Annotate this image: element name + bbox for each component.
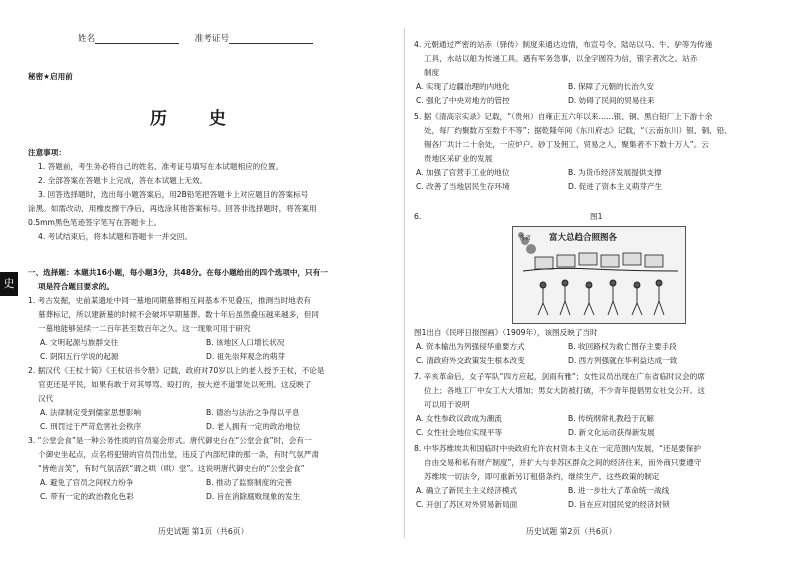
option-b[interactable]: B. 传统纲常礼教趋于瓦解 xyxy=(568,414,654,423)
subject-side-tab: 史 xyxy=(0,272,18,296)
question-4-line: 工具，水站以船为传递工具。遇有军务急事，以金字圆符为信，银字者次之。站赤 xyxy=(424,54,698,63)
notes-heading: 注意事项： xyxy=(28,148,66,157)
option-a[interactable]: A. 文明起源与族群交往 xyxy=(40,338,119,347)
option-c[interactable]: C. 带有一定的政治教化色彩 xyxy=(40,492,134,501)
option-a[interactable]: A. 避免了官员之间权力纷争 xyxy=(40,478,134,487)
question-2: 2. 据汉代《王杖十简》《王杖诏书令册》记载，政府对70岁以上的老人授予王杖，不论是 xyxy=(28,366,325,375)
question-8: 8. 中华苏维埃共和国临时中央政府允许农村资本主义在一定范围内发展，“还是要保护 xyxy=(414,444,701,453)
note-line: 4. 考试结束后，将本试题和答题卡一并交回。 xyxy=(38,232,192,241)
option-c[interactable]: C. 开创了苏区对外贸易新局面 xyxy=(416,500,518,509)
question-5-line: 锡各厂共计二十余处，一应炉户、砂丁及佣工、贸易之人，聚集者不下数十万人”。云 xyxy=(424,140,709,149)
left-page xyxy=(28,0,398,570)
option-c[interactable]: C. 刑罚过于严苛危害社会秩序 xyxy=(40,422,142,431)
option-a[interactable]: A. 确立了新民主主义经济模式 xyxy=(416,486,518,495)
question-7-line: 可以用于说明 xyxy=(424,400,470,409)
option-c[interactable]: C. 女性社会地位实现平等 xyxy=(416,428,503,437)
question-8-line: 苏维埃一切法令，即可重新另订租借条约，继续生产。这些政策的制定 xyxy=(424,472,660,481)
historical-cartoon xyxy=(512,226,686,324)
note-line: 涂黑。如需改动，用橡皮擦干净后，再选涂其他答案标号。回答非选择题时，将答案用 xyxy=(28,204,317,213)
page-footer: 历史试题 第1页（共6页） xyxy=(158,527,249,536)
option-c[interactable]: C. 清政府外交政策发生根本改变 xyxy=(416,356,525,365)
option-b[interactable]: B. 德治与法治之争得以平息 xyxy=(206,408,300,417)
option-b[interactable]: B. 推动了监察制度的完善 xyxy=(206,478,292,487)
option-b[interactable]: B. 该地区人口增长状况 xyxy=(206,338,285,347)
question-1-line: 墓葬标记，所以建新墓的时候不会破坏早期墓葬。数十年后虽然叠压越来越多，但同 xyxy=(38,310,319,319)
option-b[interactable]: B. 保障了元朝的长治久安 xyxy=(568,82,654,91)
option-c[interactable]: C. 强化了中央对地方的管控 xyxy=(416,96,510,105)
note-line: 3. 回答选择题时，选出每小题答案后，用2B铅笔把答题卡上对应题目的答案标号 xyxy=(38,190,309,199)
question-3-line: “皆绝言笑”，有时气氛活跃“谓之哄（哄）堂”。这说明唐代御史台的“公堂会食” xyxy=(38,464,305,473)
question-7: 7. 辛亥革命后，女子军队“四方应起，剑雨有雅”；女性议员出现在广东省临时议会的席 xyxy=(414,372,705,381)
option-a[interactable]: A. 加强了官营手工业的地位 xyxy=(416,168,510,177)
option-b[interactable]: B. 为货币经济发展提供支撑 xyxy=(568,168,662,177)
question-4-line: 制度 xyxy=(424,68,440,77)
option-d[interactable]: D. 旨在消除腐败现象的发生 xyxy=(206,492,301,501)
option-a[interactable]: A. 女性参政议政成为潮流 xyxy=(416,414,502,423)
option-b[interactable]: B. 收回路权为救亡图存主要手段 xyxy=(568,342,677,351)
question-3: 3. “公堂会食”是一种公务性质的官员宴会形式。唐代御史台在“公堂会食”时，会有一 xyxy=(28,436,312,445)
option-d[interactable]: D. 西方列强就在华利益达成一致 xyxy=(568,356,678,365)
option-d[interactable]: D. 老人拥有一定的政治地位 xyxy=(206,422,301,431)
note-line: 2. 全部答案在答题卡上完成，答在本试题上无效。 xyxy=(38,176,208,185)
option-a[interactable]: A. 资本输出为列强侵华重要方式 xyxy=(416,342,525,351)
note-line: 0.5mm黑色笔迹签字笔写在答题卡上。 xyxy=(28,218,162,227)
exam-no-label: 准考证号 xyxy=(194,34,230,44)
question-1-line: 一墓地能够延续一二百年甚至数百年之久。这一现象可用于研究 xyxy=(38,324,251,333)
question-6: 图1出自《民呼日报图画》（1909年），该图反映了当时 xyxy=(414,328,598,337)
option-b[interactable]: B. 进一步壮大了革命统一战线 xyxy=(568,486,670,495)
cartoon-headline: 富大总趋合照图各 xyxy=(549,233,618,243)
option-c[interactable]: C. 阴阳五行学说的起源 xyxy=(40,352,119,361)
question-1: 1. 考古发掘，史前某遗址中同一墓地同期墓葬相互间基本不见叠压，推测当时地表有 xyxy=(28,296,312,305)
exam-title: 历 史 xyxy=(150,109,244,129)
question-6-label: 6. xyxy=(414,212,422,221)
question-2-line: 官吏还是平民，如果有敢于对其辱骂、殴打的，按大逆不道罪处以死刑。这反映了 xyxy=(38,380,312,389)
question-2-line: 汉代 xyxy=(38,394,54,403)
cartoon-side-text: 各省 xyxy=(519,235,532,242)
option-c[interactable]: C. 改善了当地居民生存环境 xyxy=(416,182,510,191)
option-a[interactable]: A. 实现了边疆治理的内地化 xyxy=(416,82,510,91)
option-d[interactable]: D. 新文化运动获得新发展 xyxy=(568,428,655,437)
question-3-line: 个御史坐起点，点名将犯错的官员罚出堂，违反了内部纪律的那一条，有时气氛严肃 xyxy=(38,450,319,459)
right-page xyxy=(414,0,786,570)
figure-caption: 图1 xyxy=(590,212,603,221)
note-line: 1. 答题前，考生务必将自己的姓名、准考证号填写在本试题相应的位置。 xyxy=(38,162,284,171)
question-5: 5. 据《清高宗实录》记载，“（贵州）自雍正五六年以来……银、铜、黑白铅厂上下游十余 xyxy=(414,112,713,121)
name-label: 姓名 xyxy=(78,34,96,44)
option-a[interactable]: A. 法律制定受到儒家思想影响 xyxy=(40,408,142,417)
question-7-line: 位上；各地工厂中女工大大增加；男女大防被打破，不少青年提倡男女社交公开。这 xyxy=(424,386,705,395)
option-d[interactable]: D. 妨碍了民间的贸易往来 xyxy=(568,96,655,105)
option-d[interactable]: D. 祖先崇拜观念的萌芽 xyxy=(206,352,286,361)
question-5-line: 处，每厂约聚数万至数千不等”；据乾隆年间《东川府志》记载，“（云南东川）银、铜、铅、 xyxy=(424,126,732,135)
option-d[interactable]: D. 旨在应对国民党的经济封锁 xyxy=(568,500,670,509)
question-8-line: 自由交易和私有财产制度”，并扩大与非苏区群众之间的经济往来，而外商只要遵守 xyxy=(424,458,702,467)
page-footer: 历史试题 第2页（共6页） xyxy=(526,527,617,536)
option-d[interactable]: D. 促进了资本主义萌芽产生 xyxy=(568,182,663,191)
section-heading-cont: 项是符合题目要求的。 xyxy=(38,282,114,291)
page-divider xyxy=(404,28,405,538)
secret-label: 秘密★启用前 xyxy=(28,72,73,81)
question-5-line: 贵地区采矿业的发展 xyxy=(424,154,493,163)
question-4: 4. 元朝通过严密的站赤（驿传）制度来通达边情，布宣号令。陆站以马、牛、驴等为传递 xyxy=(414,40,713,49)
section-heading: 一、选择题：本题共16小题，每小题3分，共48分。在每小题给出的四个选项中，只有一 xyxy=(28,268,328,277)
